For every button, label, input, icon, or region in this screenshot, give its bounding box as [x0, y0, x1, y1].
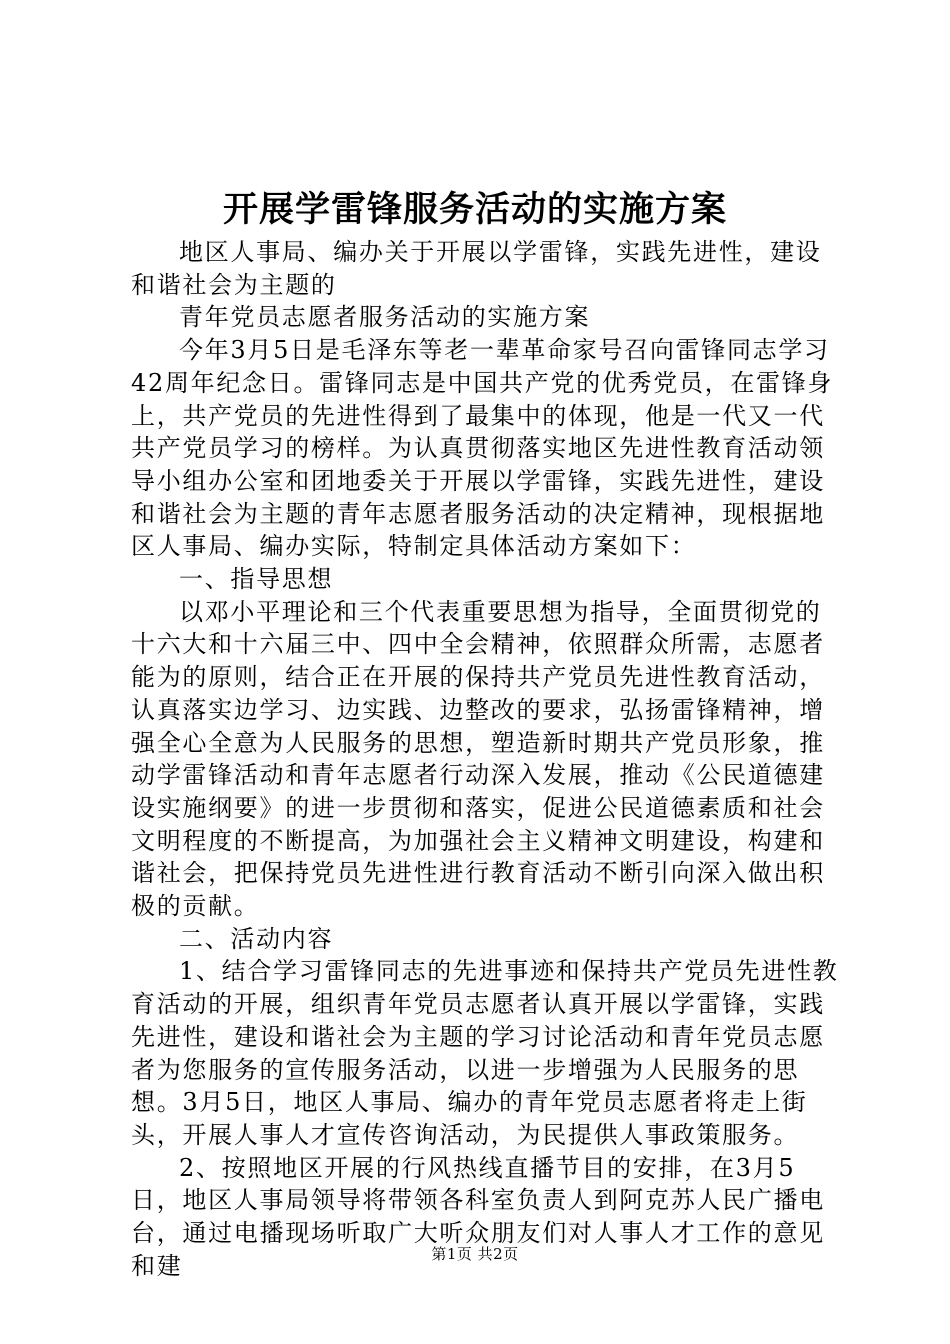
- paragraph-intro-line: 地区人事局、编办关于开展以学雷锋，实践先进性，建设和谐社会为主题的: [131, 238, 822, 299]
- paragraph-guiding-thought: 以邓小平理论和三个代表重要思想为指导，全面贯彻党的十六大和十六届三中、四中全会精神，依照群众所需，志愿者能为的原则，结合正在开展的保持共产党员先进性教育活动，认真落实边学习、边实践、边整改的要求，弘扬雷锋精神，增强全心全意为人民服务的思想，塑造新时期共产党员形象，推动学雷锋活动和青年志愿者行动深入发展，推动《公民道德建设实施纲要》的进一步贯彻和落实，促进公民道德素质和社会文明程度的不断提高，为加强社会主义精神文明建设，构建和谐社会，把保持党员先进性进行教育活动不断引向深入做出积极的贡献。: [131, 597, 825, 921]
- paragraph-activity-2: 2、按照地区开展的行风热线直播节目的安排，在3月5日，地区人事局领导将带领各科室负责人到阿克苏人民广播电台，通过电播现场听取广大听众朋友们对人事人才工作的意见和建: [131, 1153, 825, 1280]
- paragraph-subtitle-line: 青年党员志愿者服务活动的实施方案: [179, 303, 591, 332]
- document-title: 开展学雷锋服务活动的实施方案: [222, 189, 727, 230]
- page-number-footer: 第1页 共2页: [431, 1245, 519, 1263]
- document-body: [131, 236, 843, 1283]
- section-heading-guiding-thought: 一、指导思想: [179, 565, 334, 594]
- section-heading-activity-content: 二、活动内容: [179, 924, 334, 953]
- paragraph-background: 今年3月5日是毛泽东等老一辈革命家号召向雷锋同志学习42周年纪念日。雷锋同志是中国共产党的优秀党员，在雷锋身上，共产党员的先进性得到了最集中的体现，他是一代又一代共产党员学习的榜样。为认真贯彻落实地区先进性教育活动领导小组办公室和团地委关于开展以学雷锋，实践先进性，建设和谐社会为主题的青年志愿者服务活动的决定精神，现根据地区人事局、编办实际，特制定具体活动方案如下：: [131, 336, 834, 561]
- paragraph-activity-1: 1、结合学习雷锋同志的先进事迹和保持共产党员先进性教育活动的开展，组织青年党员志愿者认真开展以学雷锋，实践先进性，建设和谐社会为主题的学习讨论活动和青年党员志愿者为您服务的宣传服务活动，以进一步增强为人民服务的思想。3月5日，地区人事局、编办的青年党员志愿者将走上街头，开展人事人才宣传咨询活动，为民提供人事政策服务。: [131, 957, 839, 1149]
